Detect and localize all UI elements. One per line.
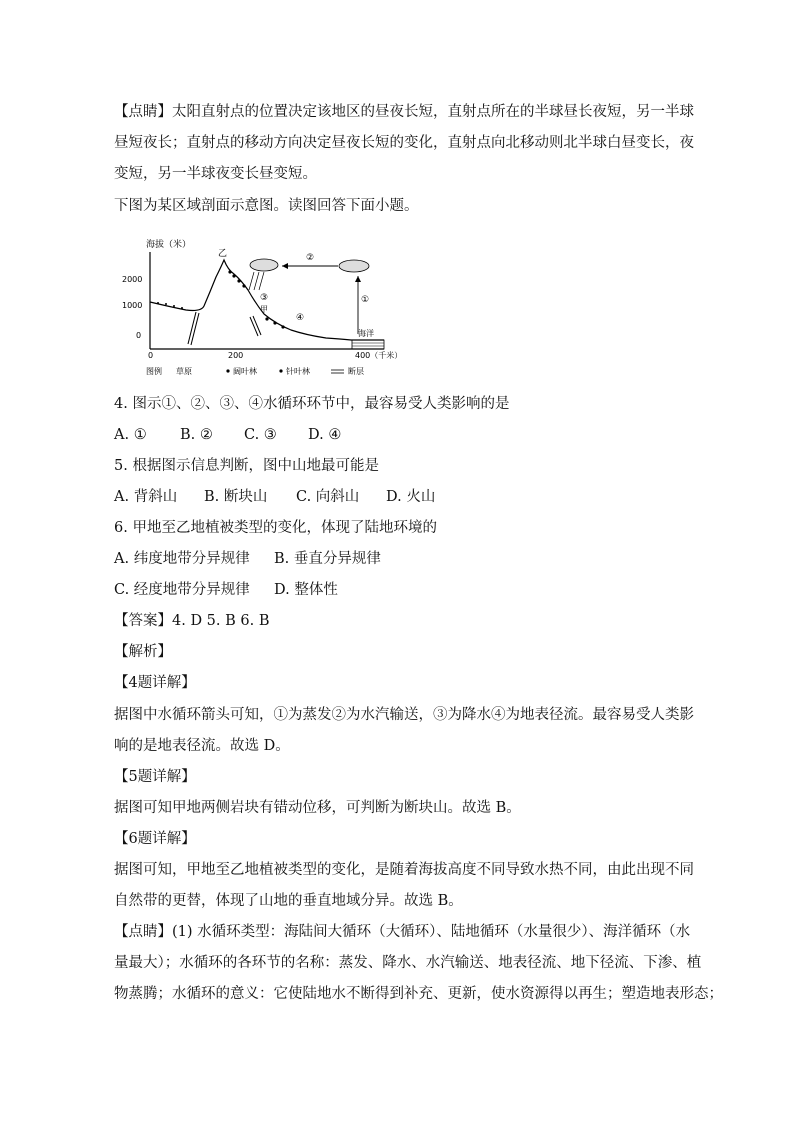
q6-option-a[interactable]: A. 纬度地带分异规律 bbox=[114, 551, 250, 567]
circ-2: ② bbox=[306, 253, 315, 263]
q4-option-a[interactable]: A. ① bbox=[114, 427, 147, 443]
analysis-heading: 【解析】 bbox=[114, 644, 172, 660]
cross-section-svg bbox=[122, 232, 403, 380]
q5-detail-title: 【5题详解】 bbox=[114, 769, 196, 785]
grassland-marks bbox=[157, 302, 183, 309]
tip-line-3: 物蒸腾；水循环的意义：它使陆地水不断得到补充、更新，使水资源得以再生；塑造地表形态； bbox=[114, 986, 723, 1002]
ocean-label: 海洋 bbox=[358, 329, 374, 338]
ytick-0: 0 bbox=[136, 331, 142, 340]
q6-option-b[interactable]: B. 垂直分异规律 bbox=[274, 551, 381, 567]
question-6-options-1 bbox=[114, 549, 684, 569]
circ-3: ③ bbox=[260, 293, 269, 303]
q4-option-d[interactable]: D. ④ bbox=[308, 427, 342, 443]
tip-line-1: 【点睛】(1) 水循环类型：海陆间大循环（大循环）、陆地循环（水量很少）、海洋循环（水 bbox=[114, 924, 691, 940]
legend-broadleaf: 阔叶林 bbox=[233, 367, 257, 376]
q5-option-b[interactable]: B. 断块山 bbox=[204, 489, 268, 505]
ocean-area bbox=[352, 340, 384, 349]
intro-line-2: 昼短夜长；直射点的移动方向决定昼夜长短的变化，直射点向北移动则北半球白昼变长，夜 bbox=[114, 135, 694, 151]
fault-right bbox=[250, 317, 258, 336]
q6-option-c[interactable]: C. 经度地带分异规律 bbox=[114, 582, 250, 598]
q6-detail-line-1: 据图可知，甲地至乙地植被类型的变化，是随着海拔高度不同导致水热不同，由此出现不同 bbox=[114, 862, 694, 878]
q4-option-b[interactable]: B. ② bbox=[180, 427, 213, 443]
ytick-2000: 2000 bbox=[122, 275, 143, 284]
ytick-1000: 1000 bbox=[122, 301, 143, 310]
legend-title: 图例 bbox=[146, 367, 162, 376]
rain-lines bbox=[249, 272, 264, 290]
intro-line-4: 下图为某区域剖面示意图。读图回答下面小题。 bbox=[114, 198, 419, 214]
xtick-400: 400（千米） bbox=[355, 351, 403, 360]
question-5-options bbox=[114, 487, 684, 507]
intro-line-1: 【点睛】太阳直射点的位置决定该地区的昼夜长短，直射点所在的半球昼长夜短，另一半球 bbox=[114, 104, 694, 120]
q4-detail-line-1: 据图中水循环箭头可知，①为蒸发②为水汽输送，③为降水④为地表径流。最容易受人类影 bbox=[114, 707, 694, 723]
circ-1: ① bbox=[361, 295, 370, 305]
q4-detail-line-2: 响的是地表径流。故选 D。 bbox=[114, 738, 290, 754]
q5-detail-line-1: 据图可知甲地两侧岩块有错动位移，可判断为断块山。故选 B。 bbox=[114, 800, 521, 816]
question-6-stem: 6. 甲地至乙地植被类型的变化，体现了陆地环境的 bbox=[114, 520, 437, 536]
q6-detail-line-2: 自然带的更替，体现了山地的垂直地域分异。故选 B。 bbox=[114, 893, 463, 909]
q5-option-d[interactable]: D. 火山 bbox=[386, 489, 436, 505]
cloud-right bbox=[339, 260, 369, 272]
jia-label: 甲 bbox=[260, 305, 268, 314]
cloud-left bbox=[250, 259, 278, 271]
q4-option-c[interactable]: C. ③ bbox=[244, 427, 277, 443]
question-5-stem: 5. 根据图示信息判断，图中山地最可能是 bbox=[114, 458, 379, 474]
q4-detail-title: 【4题详解】 bbox=[114, 675, 196, 691]
legend-grass: 草原 bbox=[176, 367, 192, 376]
xtick-200: 200 bbox=[228, 351, 244, 360]
question-6-options-2 bbox=[114, 580, 684, 600]
cross-section-figure bbox=[122, 232, 403, 380]
question-4-stem: 4. 图示①、②、③、④水循环环节中，最容易受人类影响的是 bbox=[114, 396, 510, 412]
q6-detail-title: 【6题详解】 bbox=[114, 831, 196, 847]
intro-line-3: 变短，另一半球夜变长昼变短。 bbox=[114, 166, 317, 182]
answer-line: 【答案】4. D 5. B 6. B bbox=[114, 613, 270, 629]
y-axis-label: 海拔（米） bbox=[146, 240, 192, 250]
peak-label: 乙 bbox=[218, 249, 228, 259]
q5-option-a[interactable]: A. 背斜山 bbox=[114, 489, 178, 505]
xtick-0: 0 bbox=[148, 351, 154, 360]
tip-line-2: 量最大）；水循环的各环节的名称：蒸发、降水、水汽输送、地表径流、地下径流、下渗、植 bbox=[114, 955, 702, 971]
q6-option-d[interactable]: D. 整体性 bbox=[274, 582, 338, 598]
question-4-options bbox=[114, 425, 684, 445]
q5-option-c[interactable]: C. 向斜山 bbox=[296, 489, 360, 505]
forest-marks bbox=[228, 270, 284, 328]
legend-conifer: 针叶林 bbox=[286, 367, 310, 376]
legend-fault: 断层 bbox=[348, 367, 364, 376]
circ-4: ④ bbox=[296, 313, 305, 323]
